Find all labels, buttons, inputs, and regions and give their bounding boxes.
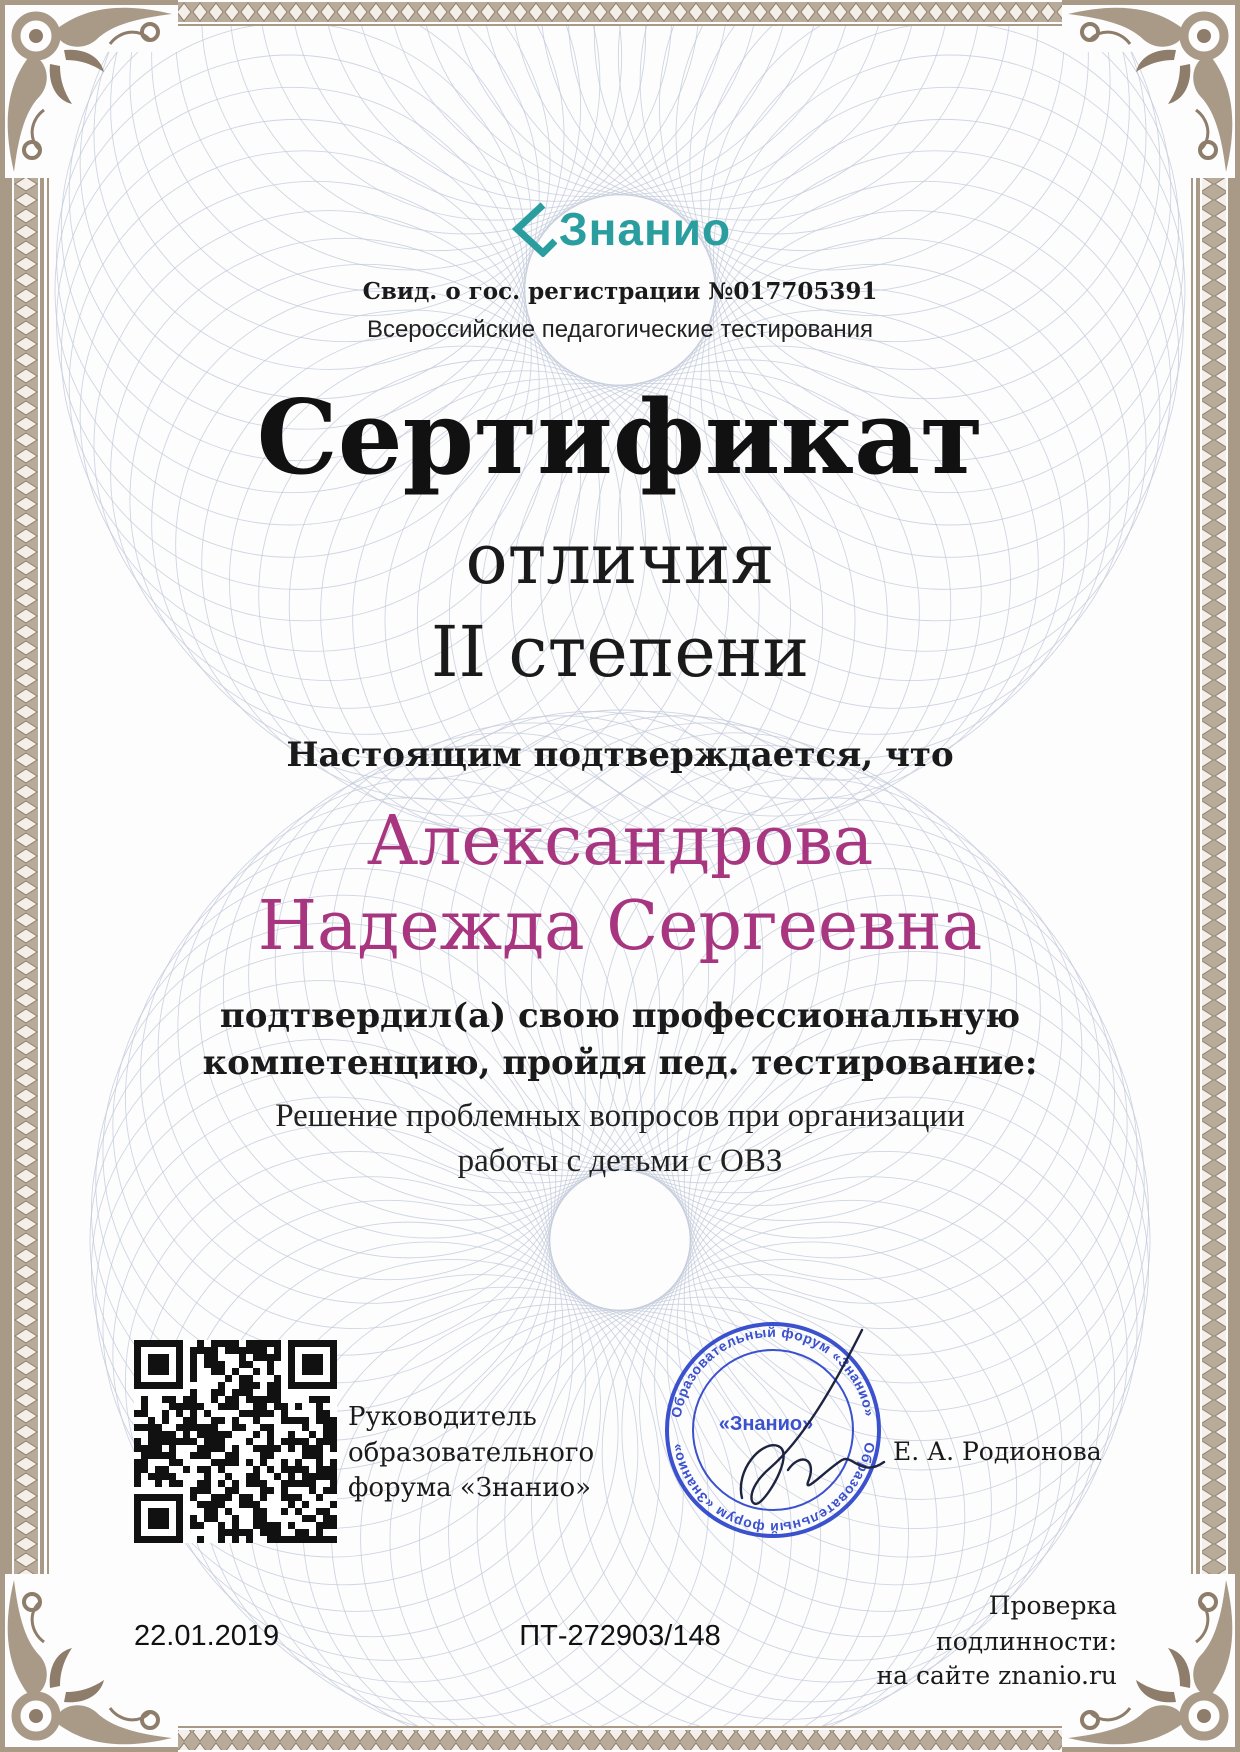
corner-ornament-top-right [1062,0,1240,178]
registration-number: Свид. о гос. регистрации №017705391 [362,278,878,305]
logo-text: Знанио [558,203,732,255]
stamp [667,1324,879,1536]
frame-bottom-line [52,1726,1188,1728]
qr-code [134,1340,337,1543]
verify-line-2: подлинности: [936,1627,1117,1656]
certificate-degree: II степени [430,611,810,693]
header-subtitle: Всероссийские педагогические тестирования [366,316,874,343]
frame-top-line [52,24,1188,26]
confirmation-intro: Настоящим подтверждается, что [286,735,954,775]
signatory-role-line-3: форума «Знанио» [348,1473,592,1503]
certificate-number: ПТ-272903/148 [519,1620,721,1652]
guilloche-line [130,0,600,316]
recipient-first-middle-name: Надежда Сергеевна [257,887,983,966]
test-name-line-1: Решение проблемных вопросов при организации [275,1098,965,1134]
stamp-ring-text-bottom: Образовательный форум «Знанио» [667,1441,879,1537]
recipient-last-name: Александрова [366,802,874,881]
statement-line-2: компетенцию, пройдя пед. тестирование: [202,1043,1038,1083]
corner-ornament-top-left [0,0,178,178]
issue-date: 22.01.2019 [134,1620,280,1652]
signatory-name: Е. А. Родионова [893,1437,1102,1466]
certificate-type: отличия [465,518,775,600]
frame-bottom-pattern [170,1730,1070,1750]
verify-line-3: на сайте znanio.ru [876,1661,1117,1690]
statement-line-1: подтвердил(а) свою профессиональную [219,996,1021,1036]
guilloche-line [417,0,887,197]
signatory-role-line-2: образовательного [348,1438,595,1468]
signatory-role-line-1: Руководитель [348,1402,537,1432]
qr-finder-pattern [148,1354,169,1375]
guilloche-line [353,0,823,197]
qr-finder-pattern [302,1354,323,1375]
stamp-ring-text-top: Образовательный форум «Знанио» [667,1323,879,1419]
stamp-center-text: «Знанио» [718,1413,814,1435]
guilloche-line [541,0,1011,234]
znanio-logo [0,200,1240,258]
verify-line-1: Проверка [988,1591,1117,1620]
certificate-title: Сертификат [256,378,984,498]
znanio-diamond-icon [509,201,557,257]
test-name-line-2: работы с детьми с ОВЗ [457,1143,783,1179]
guilloche-line [640,0,1110,316]
guilloche-line [229,0,699,234]
corner-ornament-bottom-left [0,1574,178,1752]
frame-top-pattern [170,2,1070,22]
qr-finder-pattern [148,1508,169,1529]
